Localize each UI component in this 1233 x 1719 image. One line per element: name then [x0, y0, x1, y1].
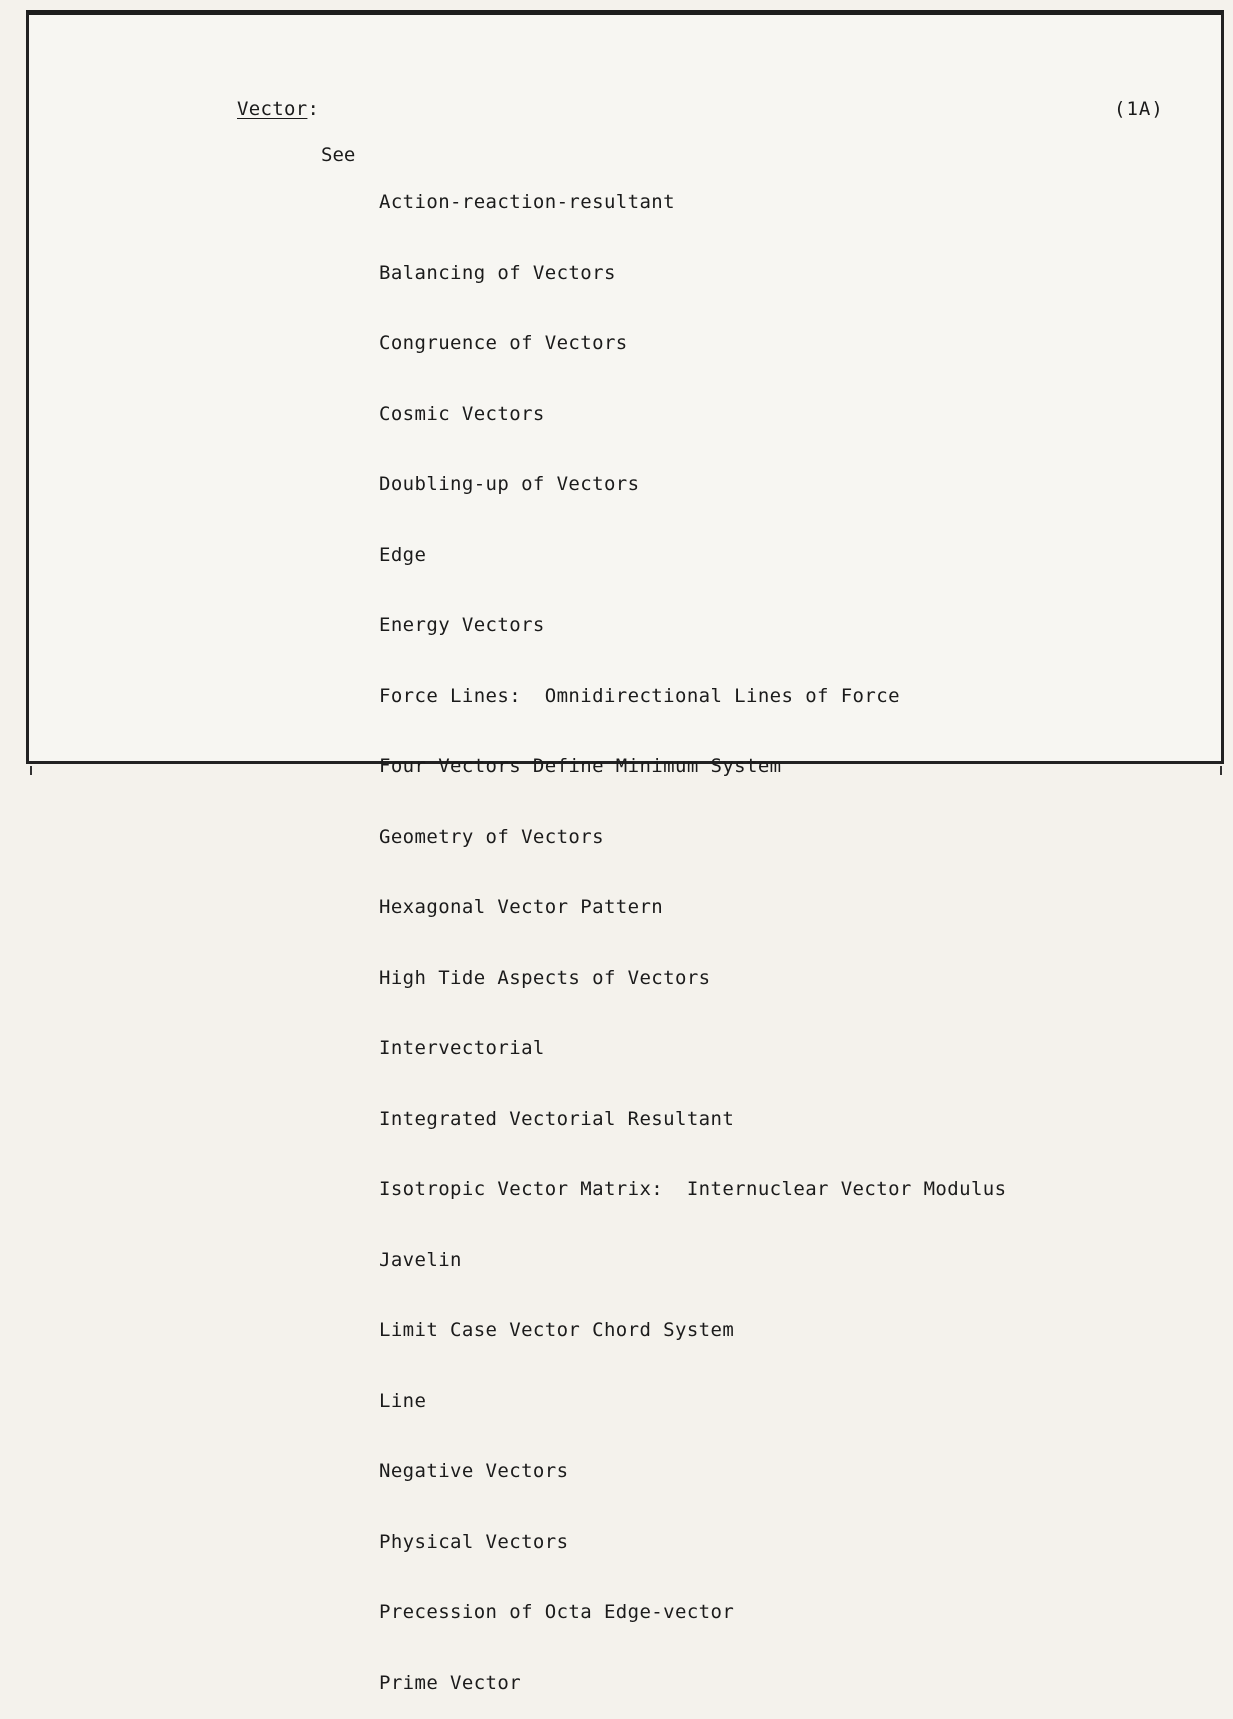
- heading-colon: :: [307, 98, 320, 120]
- cross-reference-item: Doubling-up of Vectors: [379, 473, 640, 495]
- see-label: See: [321, 144, 356, 166]
- cross-reference-item: Precession of Octa Edge-vector: [379, 1601, 735, 1623]
- cross-reference-item: Balancing of Vectors: [379, 261, 616, 284]
- cross-reference-item: Force Lines: Omnidirectional Lines of Force: [379, 684, 900, 707]
- cross-reference-item: Isotropic Vector Matrix: Internuclear Vector Modulus: [379, 1178, 1007, 1200]
- heading-term: Vector: [237, 98, 308, 120]
- cross-reference-item: Edge: [379, 543, 427, 566]
- cross-reference-item: Limit Case Vector Chord System: [379, 1319, 735, 1341]
- card-number: (1A): [1114, 98, 1164, 120]
- cross-reference-item: Congruence of Vectors: [379, 332, 628, 354]
- cross-reference-item: Cosmic Vectors: [379, 402, 545, 425]
- cross-reference-item: Energy Vectors: [379, 614, 545, 636]
- cross-reference-item: Line: [379, 1389, 427, 1412]
- cross-reference-item: Integrated Vectorial Resultant: [379, 1107, 735, 1130]
- cross-reference-item: High Tide Aspects of Vectors: [379, 966, 711, 989]
- cross-reference-item: Physical Vectors: [379, 1530, 569, 1553]
- cross-reference-list: [379, 144, 1006, 1719]
- cross-reference-item: Hexagonal Vector Pattern: [379, 896, 664, 918]
- cross-reference-item: Action-reaction-resultant: [379, 191, 675, 213]
- cross-reference-item: Javelin: [379, 1248, 462, 1271]
- cross-reference-item: Intervectorial: [379, 1037, 545, 1059]
- cross-reference-item: Four Vectors Define Minimum System: [379, 755, 782, 777]
- cross-reference-item: Geometry of Vectors: [379, 825, 604, 848]
- cross-reference-item: Negative Vectors: [379, 1460, 569, 1482]
- card-heading: [237, 98, 319, 120]
- cross-reference-item: Prime Vector: [379, 1671, 522, 1694]
